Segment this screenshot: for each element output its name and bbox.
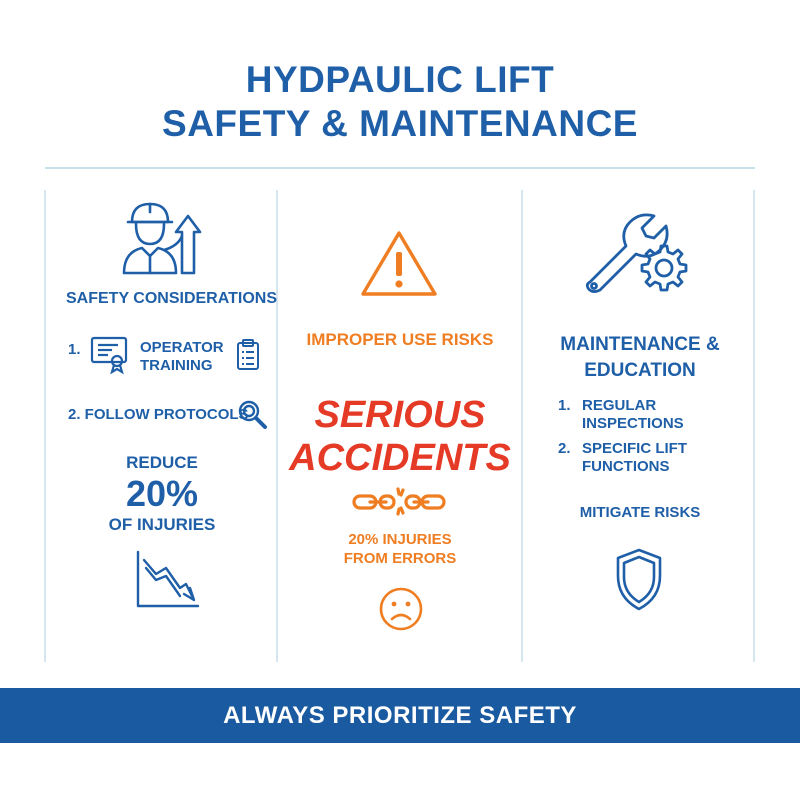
shield-icon (614, 548, 664, 612)
sad-face-icon (378, 586, 424, 632)
regular-text: REGULAR (582, 397, 657, 414)
maintenance-item-2-label (582, 440, 687, 476)
safety-heading: SAFETY CONSIDERATIONS (66, 290, 277, 307)
safety-item-1-label (140, 339, 224, 375)
reduce-stat (62, 452, 262, 536)
inspections-text: INSPECTIONS (582, 415, 684, 432)
injuries-text: OF INJURIES (108, 515, 216, 534)
warning-triangle-icon (360, 230, 438, 298)
maintenance-heading (530, 332, 750, 384)
maintenance-heading-line-1: MAINTENANCE & (560, 334, 720, 355)
injury-stat-line-1: 20% INJURIES (348, 531, 452, 548)
column-divider (276, 190, 278, 662)
broken-chain-icon (352, 486, 446, 516)
injury-stat-line-2: FROM ERRORS (343, 550, 457, 567)
serious-accidents (280, 394, 520, 480)
reduce-percent: 20% (125, 473, 199, 514)
maintenance-item-2-number: 2. (558, 440, 571, 457)
functions-text: FUNCTIONS (582, 458, 670, 475)
column-divider (753, 190, 755, 662)
title-divider (45, 167, 755, 169)
mitigate-risks: MITIGATE RISKS (579, 504, 701, 521)
accidents-text: ACCIDENTS (289, 437, 511, 479)
maintenance-item-1-number: 1. (558, 397, 571, 414)
footer-banner (0, 688, 800, 743)
certificate-icon (90, 334, 130, 374)
wrench-gear-icon (582, 206, 692, 300)
arrow-up-icon (164, 216, 200, 273)
operator-text: OPERATOR (140, 339, 224, 356)
training-text: TRAINING (140, 357, 213, 374)
title-line-1: HYDPAULIC LIFT (245, 59, 555, 100)
injury-stat (280, 530, 520, 568)
magnifier-icon (238, 400, 268, 430)
safety-item-2: 2. FOLLOW PROTOCOLS (68, 406, 249, 423)
worker-helmet-icon (120, 198, 210, 276)
page-title (0, 58, 800, 146)
title-line-2: SAFETY & MAINTENANCE (162, 103, 638, 144)
reduce-text: REDUCE (126, 453, 198, 472)
maintenance-item-1-label (582, 397, 684, 433)
trend-down-icon (134, 550, 200, 610)
risks-heading: IMPROPER USE RISKS (306, 330, 494, 349)
column-divider (44, 190, 46, 662)
serious-text: SERIOUS (314, 394, 486, 436)
maintenance-heading-line-2: EDUCATION (584, 360, 696, 381)
specific-lift-text: SPECIFIC LIFT (582, 440, 687, 457)
footer-text: ALWAYS PRIORITIZE SAFETY (223, 701, 577, 729)
clipboard-icon (236, 339, 262, 371)
safety-item-1-number: 1. (68, 341, 81, 358)
column-divider (521, 190, 523, 662)
